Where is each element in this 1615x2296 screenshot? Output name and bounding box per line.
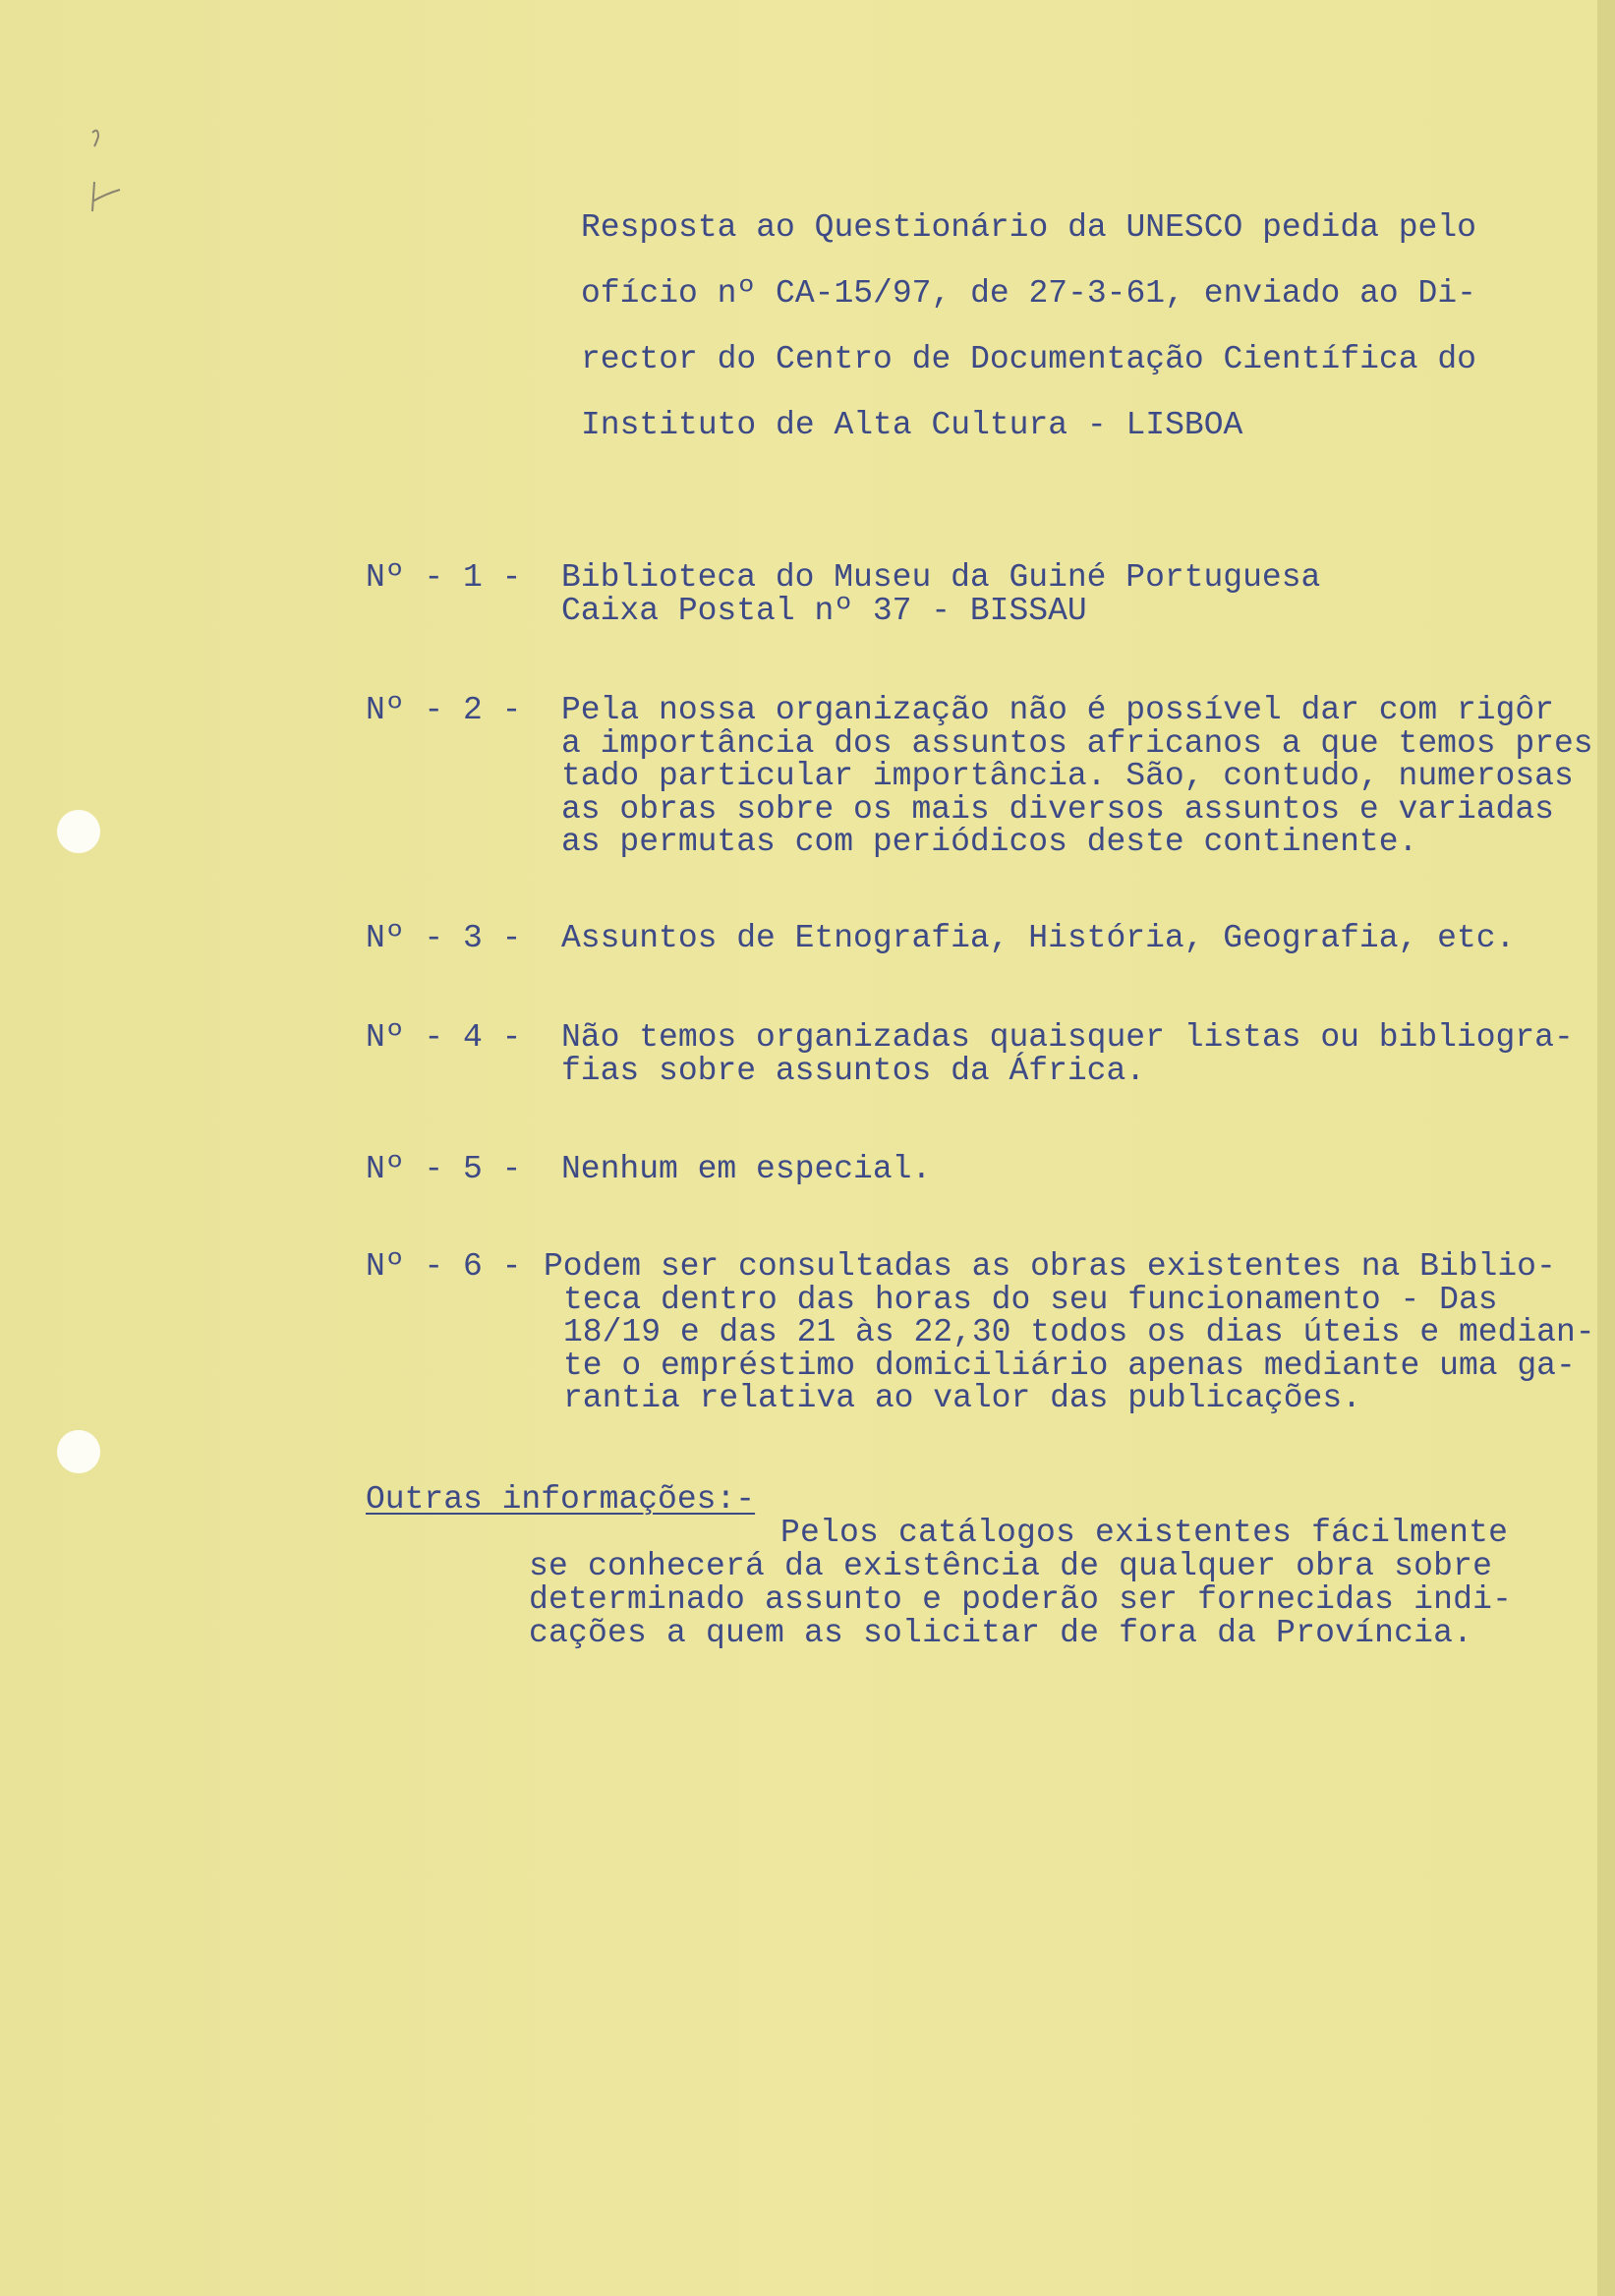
- punch-hole: [57, 1430, 100, 1473]
- answer-line: Podem ser consultadas as obras existentes na Biblio-: [544, 1248, 1556, 1285]
- answer-line: 18/19 e das 21 às 22,30 todos os dias úteis e median-: [563, 1314, 1595, 1350]
- item-answer: [561, 694, 1593, 859]
- item-number: Nº - 1 -: [366, 559, 522, 596]
- other-info-heading: Outras informações:-: [366, 1481, 756, 1518]
- answer-line: tado particular importância. São, contudo, numerosas: [561, 758, 1574, 794]
- item-number: Nº - 5 -: [366, 1151, 522, 1187]
- item-answer: [544, 1250, 1595, 1415]
- item-answer: [561, 1021, 1574, 1087]
- other-info-line: se conhecerá da existência de qualquer obra sobre: [529, 1548, 1493, 1584]
- header-line: Instituto de Alta Cultura - LISBOA: [581, 407, 1243, 443]
- item-number: Nº - 2 -: [366, 692, 522, 728]
- header-line: ofício nº CA-15/97, de 27-3-61, enviado ao Di-: [581, 275, 1476, 312]
- other-info-line: determinado assunto e poderão ser fornecidas indi-: [529, 1581, 1513, 1618]
- answer-line: te o empréstimo domiciliário apenas mediante uma ga-: [563, 1347, 1576, 1384]
- answer-line: Caixa Postal nº 37 - BISSAU: [561, 592, 1087, 629]
- item-answer: [561, 922, 1515, 955]
- answer-line: Nenhum em especial.: [561, 1151, 932, 1187]
- answer-line: Pela nossa organização não é possível dar com rigôr: [561, 692, 1554, 728]
- answer-line: as permutas com periódicos deste continente.: [561, 824, 1418, 860]
- handwritten-mark: [85, 123, 124, 221]
- answer-line: as obras sobre os mais diversos assuntos e variadas: [561, 790, 1554, 828]
- item-answer: [561, 561, 1320, 627]
- other-info-line: cações a quem as solicitar de fora da Província.: [529, 1615, 1473, 1651]
- item-number: Nº - 4 -: [366, 1019, 522, 1056]
- answer-line: Biblioteca do Museu da Guiné Portuguesa: [561, 559, 1321, 596]
- answer-line: Assuntos de Etnografia, História, Geografia, etc.: [561, 920, 1516, 956]
- answer-line: fias sobre assuntos da África.: [561, 1052, 1146, 1089]
- answer-line: teca dentro das horas do seu funcionamento - Das: [563, 1281, 1498, 1318]
- document-header: [581, 195, 1476, 458]
- answer-line: rantia relativa ao valor das publicações.: [563, 1380, 1361, 1416]
- answer-line: Não temos organizadas quaisquer listas ou bibliogra-: [561, 1019, 1574, 1056]
- other-info-line: Pelos catálogos existentes fácilmente: [780, 1515, 1509, 1551]
- header-line: Resposta ao Questionário da UNESCO pedida pelo: [581, 209, 1476, 246]
- item-answer: [561, 1153, 931, 1186]
- item-number: Nº - 3 -: [366, 920, 522, 956]
- paper-edge: [1597, 0, 1615, 2296]
- punch-hole: [57, 810, 100, 853]
- header-line: rector do Centro de Documentação Científica do: [581, 341, 1476, 377]
- item-number: Nº - 6 -: [366, 1248, 522, 1285]
- answer-line: a importância dos assuntos africanos a que temos pres: [561, 724, 1593, 762]
